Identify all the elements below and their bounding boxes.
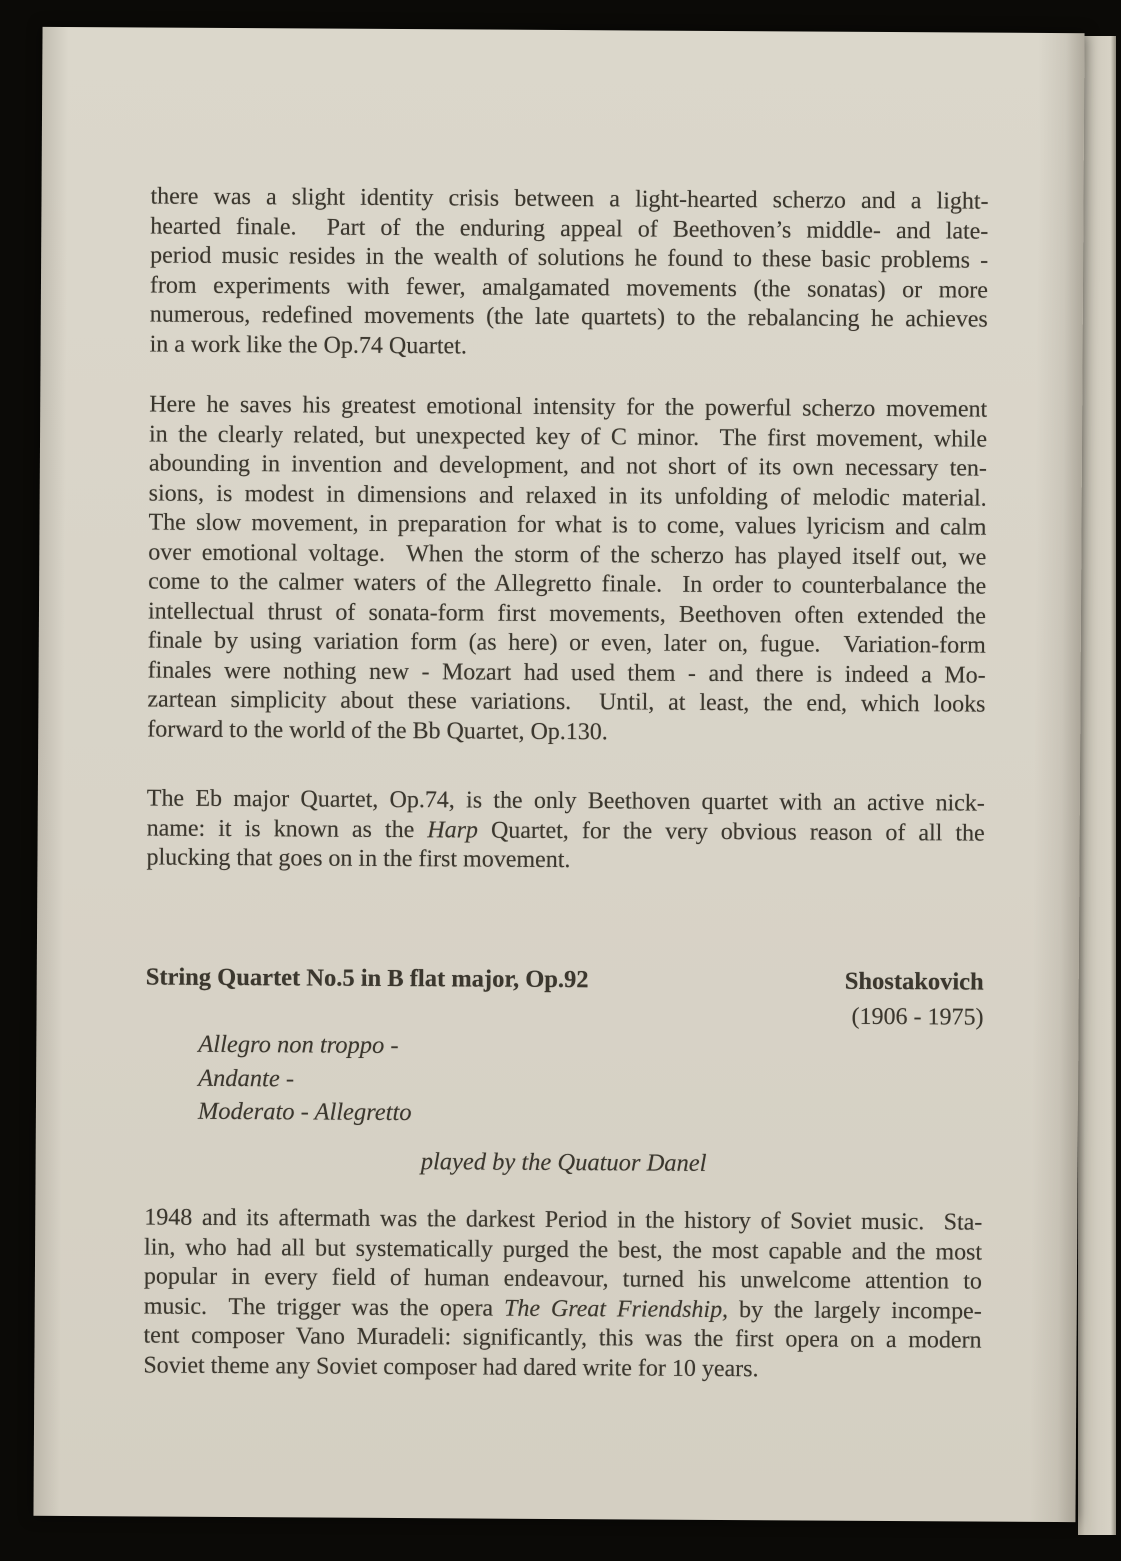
- text-line: numerous, redefined movements (the late quartets) to the rebalancing he achieves: [149, 301, 988, 333]
- text-line: finales were nothing new - Mozart had used them - and there is indeed a Mo-: [147, 656, 986, 689]
- text-line: The Eb major Quartet, Op.74, is the only Beethoven quartet with an active nick-: [146, 785, 985, 817]
- text-line: Here he saves his greatest emotional intensity for the powerful scherzo movement: [149, 391, 988, 423]
- text-line: hearted finale. Part of the enduring appeal of Beethoven’s middle- and late-: [150, 212, 989, 245]
- work-heading: [145, 962, 983, 1032]
- paragraph-beethoven-structure: [147, 390, 987, 749]
- text-line: music. The trigger was the opera The Great Friendship, by the largely incompe-: [143, 1292, 982, 1325]
- text-line: plucking that goes on in the first movement.: [146, 844, 571, 874]
- next-page-edge: [1078, 36, 1116, 1535]
- text-line: zartean simplicity about these variations. Until, at least, the end, which looks: [147, 686, 986, 718]
- text-line: in a work like the Op.74 Quartet.: [149, 330, 467, 359]
- text-line: tent composer Vano Muradeli: significantly, this was the first opera on a modern: [143, 1322, 982, 1354]
- text-line: finale by using variation form (as here) or even, later on, fugue. Variation-form: [147, 627, 986, 659]
- text-line: 1948 and its aftermath was the darkest Period in the history of Soviet music. Sta-: [144, 1204, 983, 1236]
- movement-list: [198, 1028, 412, 1130]
- text-line: there was a slight identity crisis between a light-hearted scherzo and a light-: [150, 183, 989, 215]
- movement-item: Andante -: [198, 1064, 295, 1092]
- movement-item: Moderato - Allegretto: [197, 1097, 412, 1127]
- text-line: abounding in invention and development, and not short of its own necessary ten-: [148, 450, 987, 482]
- composer-dates: (1906 - 1975): [851, 1003, 984, 1031]
- text-line: forward to the world of the Bb Quartet, Op.130.: [147, 715, 608, 745]
- text-line: over emotional voltage. When the storm of the scherzo has played itself out, we: [148, 538, 987, 571]
- work-title: String Quartet No.5 in B flat major, Op.92: [145, 963, 589, 994]
- paragraph-harp-nickname: [146, 784, 985, 878]
- text-line: from experiments with fewer, amalgamated movements (the sonatas) or more: [149, 271, 989, 304]
- programme-page: [33, 27, 1084, 1522]
- text-line: period music resides in the wealth of solutions he found to these basic problems -: [150, 242, 989, 274]
- text-line: name: it is known as the Harp Quartet, for the very obvious reason of all the: [146, 814, 985, 847]
- text-line: popular in every field of human endeavour, turned his unwelcome attention to: [143, 1263, 982, 1295]
- text-line: lin, who had all but systematically purged the best, the most capable and the most: [144, 1233, 983, 1266]
- composer-name: Shostakovich: [844, 967, 984, 996]
- text-line: sions, is modest in dimensions and relaxed in its unfolding of melodic material.: [148, 479, 987, 512]
- text-line: in the clearly related, but unexpected key of C minor. The first movement, while: [148, 420, 988, 453]
- text-line: intellectual thrust of sonata-form first movements, Beethoven often extended the: [147, 597, 987, 630]
- paragraph-beethoven-continued: [150, 182, 989, 364]
- text-line: Soviet theme any Soviet composer had dared write for 10 years.: [143, 1351, 759, 1382]
- text-line: The slow movement, in preparation for what is to come, values lyricism and calm: [148, 509, 987, 541]
- performer-credit: played by the Quatuor Danel: [420, 1148, 707, 1177]
- paragraph-1948-aftermath: [143, 1203, 982, 1385]
- movement-item: Allegro non troppo -: [198, 1030, 399, 1060]
- text-line: come to the calmer waters of the Allegretto finale. In order to counterbalance the: [148, 568, 987, 600]
